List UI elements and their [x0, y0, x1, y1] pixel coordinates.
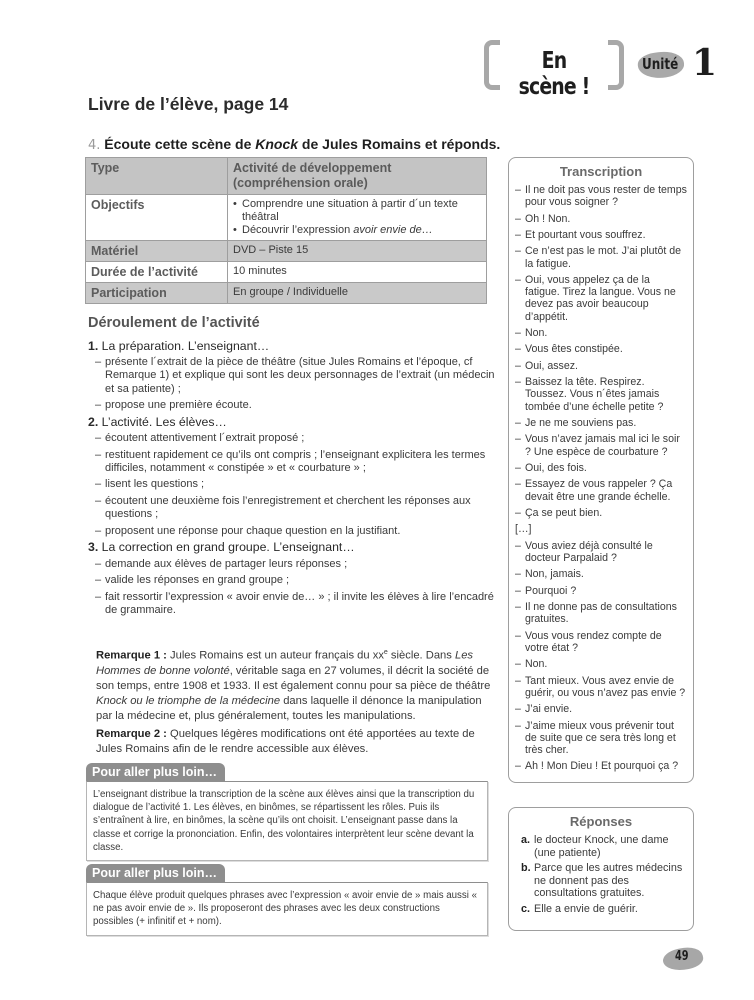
transcription-line: – Oui, des fois.	[515, 462, 687, 474]
objective-item: • Comprendre une situation à partir d´un texte théâtral	[233, 198, 481, 224]
procedure-title: Déroulement de l’activité	[88, 315, 260, 331]
unit-number: 1	[692, 42, 718, 84]
page-reference: Livre de l’élève, page 14	[88, 94, 289, 114]
page-number: 49	[675, 949, 689, 964]
remark-superscript: e	[383, 649, 388, 656]
answer-text: Elle a envie de guérir.	[534, 902, 638, 915]
step-items	[95, 558, 498, 618]
further-box-1	[86, 763, 488, 861]
material-label: Matériel	[86, 241, 228, 262]
objective-expression: avoir envie de…	[353, 224, 433, 236]
left-bracket-decoration	[484, 40, 500, 90]
step-items	[95, 432, 498, 538]
transcription-line: – Baissez la tête. Respirez. Toussez. Vous n´êtes jamais tombée d’une échelle petite ?	[515, 376, 687, 413]
transcription-box	[508, 157, 694, 783]
transcription-line: – Pourquoi ?	[515, 585, 687, 597]
transcription-line: – Oui, vous appelez ça de la fatigue. Tirez la langue. Vous ne devez pas avoir beaucoup d’appétit.	[515, 274, 687, 323]
remark-text: , véritable saga en 27 volumes, il décrit la société de son temps, entre 1908 et 1933. Il est également connu pour sa pièce de théâtre	[96, 664, 491, 692]
series-title: En scène !	[518, 48, 590, 100]
step-heading	[88, 340, 498, 353]
task-title	[88, 136, 500, 153]
further-tab-label: Pour aller plus loin…	[86, 763, 225, 781]
objective-text: Découvrir l’expression	[242, 224, 354, 236]
task-title-before: Écoute cette scène de	[104, 136, 256, 152]
transcription-title: Transcription	[559, 164, 643, 179]
task-title-after: de Jules Romains et réponds.	[298, 136, 501, 152]
list-item: – proposent une réponse pour chaque question en la justifiant.	[95, 525, 498, 538]
transcription-line: – Oui, assez.	[515, 360, 687, 372]
further-tab-label: Pour aller plus loin…	[86, 864, 225, 882]
step-title: La préparation. L’enseignant…	[98, 339, 270, 353]
task-title-work: Knock	[255, 136, 299, 152]
table-row-participation	[86, 283, 487, 304]
objectives-label: Objectifs	[86, 195, 228, 241]
transcription-line: – Vous êtes constipée.	[515, 343, 687, 355]
right-bracket-decoration	[608, 40, 624, 90]
transcription-line: – Non.	[515, 658, 687, 670]
answer-text: Parce que les autres médecins ne donnent pas des consultations gratuites.	[534, 862, 683, 899]
answers-box	[508, 807, 694, 931]
objective-item	[233, 224, 481, 237]
answers-title: Réponses	[569, 814, 633, 829]
transcription-line: – J’aime mieux vous prévenir tout de suite que ce sera très long et très cher.	[515, 720, 687, 757]
transcription-line: […]	[515, 523, 532, 536]
step-1	[88, 340, 498, 412]
unit-label: Unité	[642, 55, 679, 73]
list-item: – restituent rapidement ce qu’ils ont compris ; l’enseignant explicitera les termes difficiles, notamment « constipée » et « courbature » ;	[95, 449, 498, 475]
transcription-line: – J’ai envie.	[515, 703, 687, 715]
remark-text: siècle. Dans	[387, 649, 455, 662]
table-row-material	[86, 241, 487, 262]
answer-letter: c.	[521, 902, 531, 915]
page-number-badge	[663, 946, 707, 972]
transcription-line: – Il ne doit pas vous rester de temps pour vous soigner ?	[515, 184, 687, 208]
step-2	[88, 416, 498, 538]
series-logo	[484, 40, 624, 100]
list-item: – demande aux élèves de partager leurs réponses ;	[95, 558, 498, 571]
transcription-line: – Ah ! Mon Dieu ! Et pourquoi ça ?	[515, 760, 687, 772]
activity-info-table	[85, 157, 487, 304]
transcription-line: – Je ne me souviens pas.	[515, 417, 687, 429]
list-item: – fait ressortir l’expression « avoir envie de… » ; il invite les élèves à lire l’encadré de grammaire.	[95, 591, 498, 617]
further-text: L’enseignant distribue la transcription de la scène aux élèves ainsi que la transcription du dialogue de l’activité 1. Les élèves, en binômes, se répartissent les rôles. Puis ils s’entraînent à lire, en binômes, la scène qu’ils ont choisit. L’enseignant passe dans la classe et corrige la prononciation. Enfin, des volontaires interprètent leur scène devant la classe.	[86, 781, 488, 861]
remark-2	[96, 727, 492, 757]
further-box-2	[86, 864, 488, 936]
table-row-type	[86, 158, 487, 195]
step-number: 2.	[88, 414, 99, 429]
objectives-list	[233, 198, 481, 237]
answer-item	[521, 903, 687, 916]
remark-text: dans laquelle il dénonce la manipulation par la médecine et, plus généralement, toutes les manipulations.	[96, 694, 482, 722]
transcription-line: – Oh ! Non.	[515, 213, 687, 225]
task-number: 4.	[88, 138, 101, 153]
unit-badge	[638, 42, 728, 86]
remark-text: Quelques légères modifications ont été apportées au texte de Jules Romains afin de le rendre accessible aux élèves.	[96, 728, 475, 755]
remark-work-title: Knock ou le triomphe de la médecine	[96, 694, 281, 707]
remark-label: Remarque 1 :	[96, 649, 167, 662]
answers-list	[509, 834, 693, 915]
list-item: – lisent les questions ;	[95, 478, 498, 491]
table-row-objectives	[86, 195, 487, 241]
transcription-line: – Vous n’avez jamais mal ici le soir ? Une espèce de courbature ?	[515, 433, 687, 457]
list-item: – présente l´extrait de la pièce de théâtre (situe Jules Romains et l’époque, cf Remarque 1) et explique qui sont les deux personnages de l’extrait (un médecin et sa patiente) ;	[95, 356, 498, 396]
transcription-line: – Il ne donne pas de consultations gratuites.	[515, 601, 687, 625]
answer-letter: b.	[521, 862, 531, 874]
duration-label: Durée de l’activité	[86, 262, 228, 283]
answer-letter: a.	[521, 834, 531, 846]
transcription-line: – Vous vous rendez compte de votre état ?	[515, 630, 687, 654]
transcription-line: – Ça se peut bien.	[515, 507, 687, 519]
list-item: – propose une première écoute.	[95, 399, 498, 412]
objectives-value	[228, 195, 487, 241]
transcription-lines	[509, 184, 693, 773]
step-heading	[88, 541, 498, 554]
remark-work-title: Les Hommes de bonne volonté	[96, 649, 474, 677]
duration-value: 10 minutes	[228, 262, 487, 283]
transcription-line: – Ce n’est pas le mot. J’ai plutôt de la fatigue.	[515, 245, 687, 269]
step-number: 3.	[88, 540, 99, 555]
participation-label: Participation	[86, 283, 228, 304]
answer-item	[521, 862, 687, 900]
transcription-line: – Non.	[515, 327, 687, 339]
participation-value: En groupe / Individuelle	[228, 283, 487, 304]
remark-1	[96, 645, 492, 724]
type-value: Activité de développement (compréhension orale)	[228, 158, 487, 195]
step-3	[88, 541, 498, 617]
procedure-steps	[88, 337, 498, 621]
further-text: Chaque élève produit quelques phrases avec l’expression « avoir envie de » mais aussi « ne pas avoir envie de ». Ils proposeront des phrases avec les deux constructions possibles (+ infinitif et + nom).	[86, 882, 488, 936]
step-title: La correction en grand groupe. L’enseignant…	[98, 540, 355, 555]
step-title: L’activité. Les élèves…	[98, 414, 227, 429]
transcription-line: – Non, jamais.	[515, 568, 687, 580]
transcription-line: – Tant mieux. Vous avez envie de guérir, ou vous n’avez pas envie ?	[515, 675, 687, 699]
material-value: DVD – Piste 15	[228, 241, 487, 262]
remark-text: Jules Romains est un auteur français du xx	[166, 649, 384, 662]
list-item: – écoutent attentivement l´extrait proposé ;	[95, 432, 498, 445]
transcription-line: – Et pourtant vous souffrez.	[515, 229, 687, 241]
transcription-line: – Essayez de vous rappeler ? Ça devait être une grande échelle.	[515, 478, 687, 502]
transcription-line: – Vous aviez déjà consulté le docteur Parpalaid ?	[515, 540, 687, 564]
remark-label: Remarque 2 :	[96, 728, 167, 740]
type-label: Type	[86, 158, 228, 195]
step-number: 1.	[88, 339, 99, 353]
answer-text: le docteur Knock, une dame (une patiente)	[534, 834, 669, 859]
table-row-duration	[86, 262, 487, 283]
list-item: – écoutent une deuxième fois l’enregistrement et cherchent les réponses aux questions ;	[95, 495, 498, 521]
answer-item	[521, 834, 687, 859]
list-item: – valide les réponses en grand groupe ;	[95, 574, 498, 587]
step-items	[95, 356, 498, 412]
step-heading	[88, 416, 498, 429]
